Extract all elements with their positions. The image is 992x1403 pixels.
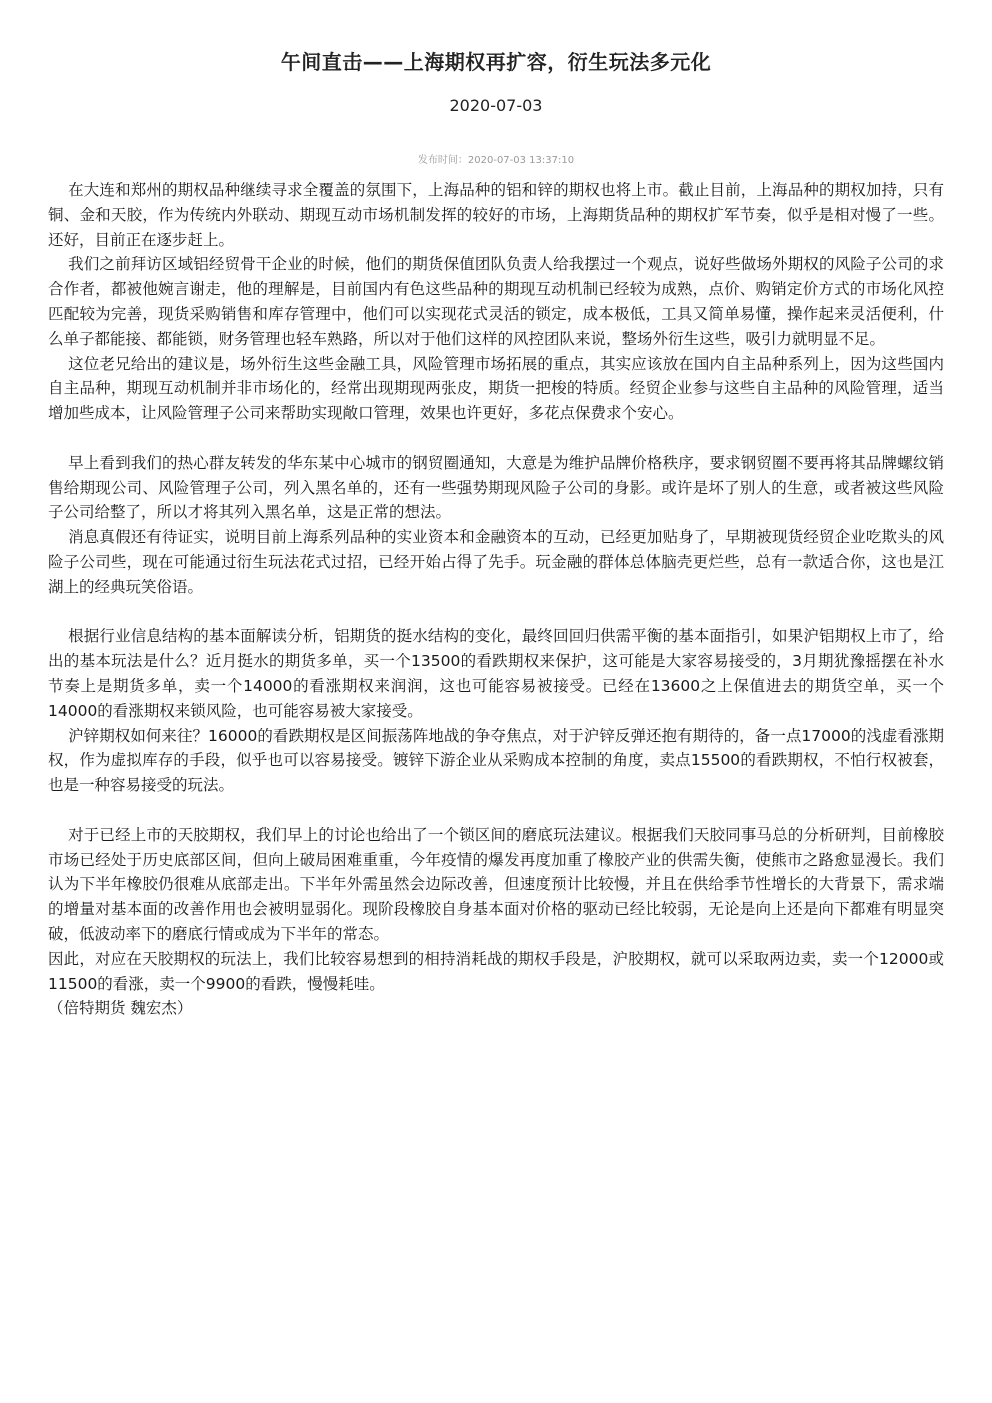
paragraph: 沪锌期权如何来往？16000的看跌期权是区间振荡阵地战的争夺焦点，对于沪锌反弹还抱有期待的，备一点17000的浅虚看涨期权，作为虚拟库存的手段，似乎也可以容易接受。镀锌下游企业从采购成本控制的角度，卖点15500的看跌期权，不怕行权被套，也是一种容易接受的玩法。 [48, 726, 944, 795]
paragraph: 在大连和郑州的期权品种继续寻求全覆盖的氛围下，上海品种的铝和锌的期权也将上市。截止目前，上海品种的期权加持，只有铜、金和天胶，作为传统内外联动、期现互动市场机制发挥的较好的市场，上海期货品种的期权扩军节奏，似乎是相对慢了一些。还好，目前正在逐步赶上。 [48, 181, 944, 249]
author-signature: （倍特期货 魏宏杰） [48, 999, 193, 1018]
paragraph-gap [48, 600, 944, 625]
paragraph: 早上看到我们的热心群友转发的华东某中心城市的钢贸圈通知，大意是为维护品牌价格秩序，要求钢贸圈不要再将其品牌螺纹销售给期现公司、风险管理子公司，列入黑名单的，还有一些强势期现风险子公司的身影。或许是坏了别人的生意，或者被这些风险子公司给整了，所以才将其列入黑名单，这是正常的想法。 [48, 453, 944, 522]
paragraph: 这位老兄给出的建议是，场外衍生这些金融工具，风险管理市场拓展的重点，其实应该放在国内自主品种系列上，因为这些国内自主品种，期现互动机制并非市场化的，经常出现期现两张皮，期货一把梭的特质。经贸企业参与这些自主品种的风险管理，适当增加些成本，让风险管理子公司来帮助实现敞口管理，效果也许更好，多花点保费求个安心。 [48, 354, 944, 423]
paragraph: 消息真假还有待证实，说明目前上海系列品种的实业资本和金融资本的互动，已经更加贴身了，早期被现货经贸企业吃欺头的风险子公司些，现在可能通过衍生玩法花式过招，已经开始占得了先手。玩金融的群体总体脑壳更烂些，总有一款适合你，这也是江湖上的经典玩笑俗语。 [48, 528, 944, 596]
paragraph: 因此，对应在天胶期权的玩法上，我们比较容易想到的相持消耗战的期权手段是，沪胶期权，就可以采取两边卖，卖一个12000或11500的看涨，卖一个9900的看跌，慢慢耗哇。 [48, 949, 944, 993]
publish-time: 发布时间：2020-07-03 13:37:10 [417, 155, 575, 166]
article-title: 午间直击——上海期权再扩容，衍生玩法多元化 [280, 50, 712, 74]
paragraph-gap [48, 798, 944, 823]
article-date: 2020-07-03 [449, 96, 543, 115]
paragraph: 我们之前拜访区域铝经贸骨干企业的时候，他们的期货保值团队负责人给我摆过一个观点，说好些做场外期权的风险子公司的求合作者，都被他婉言谢走，他的理解是，目前国内有色这些品种的期现互动机制已经较为成熟，点价、购销定价方式的市场化风控匹配较为完善，现货采购销售和库存管理中，他们可以实现花式灵活的锁定，成本极低，工具又简单易懂，操作起来灵活便利，什么单子都能接、都能锁，财务管理也轻车熟路，所以对于他们这样的风控团队来说，整场外衍生这些，吸引力就明显不足。 [48, 255, 944, 348]
paragraph: 根据行业信息结构的基本面解读分析，铝期货的挺水结构的变化，最终回回归供需平衡的基本面指引，如果沪铝期权上市了，给出的基本玩法是什么？近月挺水的期货多单，买一个13500的看跌期权来保护，这可能是大家容易接受的，3月期犹豫摇摆在补水节奏上是期货多单，卖一个14000的看涨期权来润润，这也可能容易被接受。已经在13600之上保值进去的期货空单，买一个14000的看涨期权来锁风险，也可能容易被大家接受。 [48, 627, 944, 720]
paragraph: 对于已经上市的天胶期权，我们早上的讨论也给出了一个锁区间的磨底玩法建议。根据我们天胶同事马总的分析研判，目前橡胶市场已经处于历史底部区间，但向上破局困难重重，今年疫情的爆发再度加重了橡胶产业的供需失衡，使熊市之路愈显漫长。我们认为下半年橡胶仍很难从底部走出。下半年外需虽然会边际改善，但速度预计比较慢，并且在供给季节性增长的大背景下，需求端的增量对基本面的改善作用也会被明显弱化。现阶段橡胶自身基本面对价格的驱动已经比较弱，无论是向上还是向下都难有明显突破，低波动率下的磨底行情或成为下半年的常态。 [48, 825, 944, 943]
article-body [48, 178, 944, 1021]
paragraph-gap [48, 426, 944, 451]
